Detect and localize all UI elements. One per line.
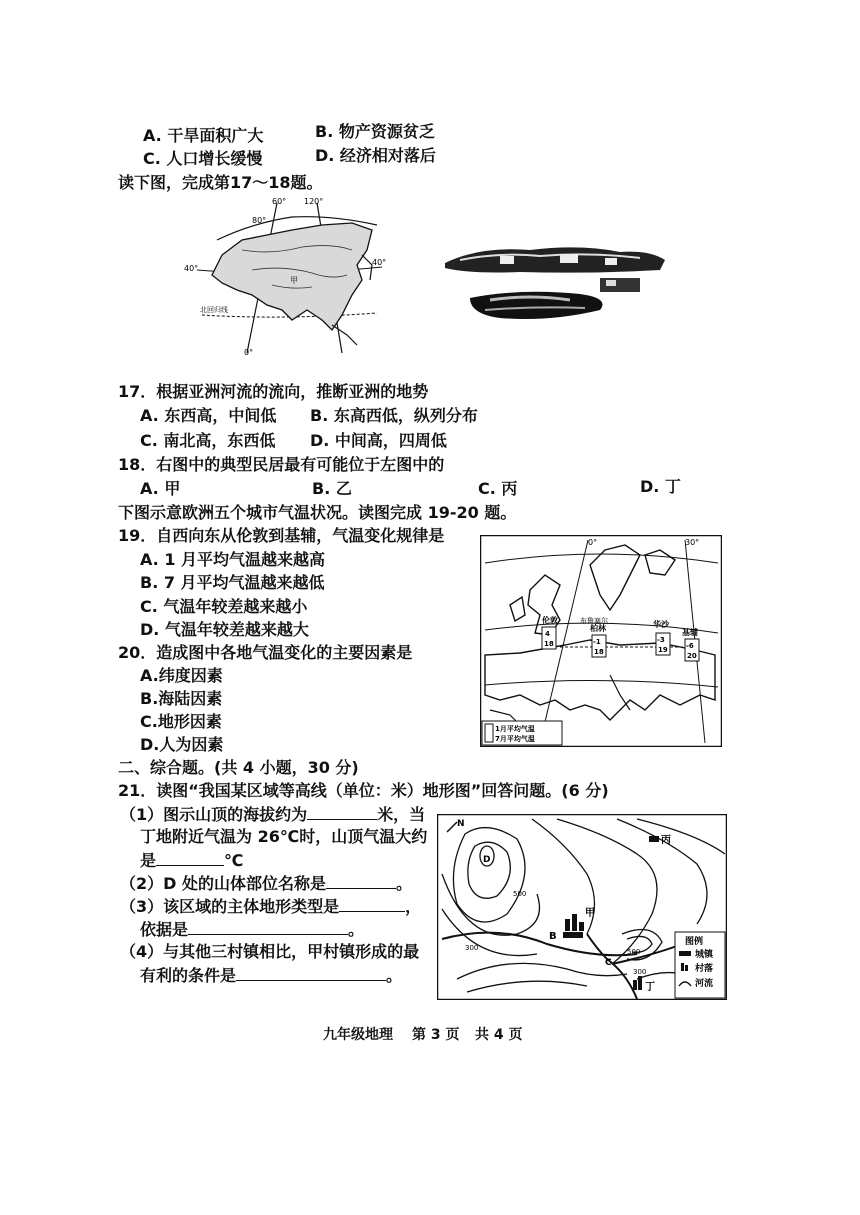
north-arrow-label: N	[457, 819, 465, 829]
legend-title: 图例	[685, 937, 704, 947]
asia-lat-40-right: 40°	[372, 258, 387, 267]
d-label: D	[483, 855, 491, 865]
legend-jul: 7月平均气温	[495, 735, 535, 743]
asia-lat-0: 0°	[244, 348, 254, 357]
q17-option-a: A. 东西高，中间低	[140, 406, 277, 425]
legend-town: 城镇	[695, 950, 714, 960]
q18-stem: 18．右图中的典型民居最有可能位于左图中的	[118, 455, 445, 474]
q20-stem: 20．造成图中各地气温变化的主要因素是	[118, 643, 413, 662]
asia-map	[182, 195, 392, 360]
q21-part-1: （1）图示山顶的海拔约为 米，当	[120, 805, 426, 824]
city-jan-temp: -6	[686, 642, 694, 650]
city-jul-temp: 19	[658, 646, 668, 654]
q20-option-d: D.人为因素	[140, 735, 224, 754]
jia-label: 甲	[585, 908, 595, 919]
city-name: 华沙	[653, 620, 669, 629]
europe-city-warsaw	[653, 619, 670, 655]
city-jan-temp: 4	[545, 630, 550, 638]
europe-legend	[482, 721, 562, 745]
city-jan-temp: -3	[657, 636, 665, 644]
q21-part-2: （2）D 处的山体部位名称是 。	[120, 874, 413, 893]
footer-subject: 九年级地理	[323, 1027, 393, 1043]
asia-lat-80: 80°	[252, 216, 267, 225]
section-2-heading: 二、综合题。(共 4 小题，30 分)	[118, 758, 359, 777]
asia-lon-60: 60°	[272, 197, 287, 206]
q18-option-a: A. 甲	[140, 479, 181, 498]
q16-option-a: A. 干旱面积广大	[143, 126, 264, 145]
intro-17-18: 读下图，完成第17～18题。	[118, 173, 323, 192]
asia-tropic-label: 北回归线	[200, 306, 228, 314]
q17-option-d: D. 中间高，四周低	[310, 431, 447, 450]
contour-label-500a: 500	[513, 890, 527, 898]
contour-label-500b: 500	[627, 948, 641, 956]
ding-label: 丁	[645, 982, 655, 993]
q19-option-d: D. 气温年较差越来越大	[140, 620, 309, 639]
city-jan-temp: -1	[593, 638, 601, 646]
answer-blank-landform[interactable]	[339, 895, 405, 912]
city-name: 基辅	[682, 628, 698, 637]
dwelling-photo	[440, 238, 670, 338]
intro-19-20: 下图示意欧洲五个城市气温状况。读图完成 19-20 题。	[118, 503, 517, 522]
answer-blank-basis[interactable]	[188, 918, 348, 935]
europe-lon-0: 0°	[588, 538, 598, 547]
city-name: 伦敦	[542, 616, 558, 625]
q18-option-d: D. 丁	[640, 477, 681, 496]
q19-option-a: A. 1 月平均气温越来越高	[140, 550, 326, 569]
answer-blank-summit-elevation[interactable]	[307, 803, 377, 820]
europe-temperature-map	[480, 535, 722, 747]
legend-village: 村落	[695, 964, 714, 974]
b-label: B	[549, 931, 557, 942]
contour-map	[437, 814, 727, 1000]
q21-part-1-cont: 丁地附近气温为 26℃时，山顶气温大约	[140, 827, 428, 846]
q20-option-c: C.地形因素	[140, 712, 222, 731]
city-jul-temp: 18	[544, 640, 554, 648]
c-label: C	[605, 958, 612, 968]
asia-lat-40-left: 40°	[184, 264, 199, 273]
europe-city-berlin	[590, 623, 607, 657]
q17-option-c: C. 南北高，东西低	[140, 431, 276, 450]
city-jul-temp: 18	[594, 648, 604, 656]
q20-option-b: B.海陆因素	[140, 689, 223, 708]
bing-label: 丙	[661, 835, 671, 846]
q16-option-d: D. 经济相对落后	[315, 146, 436, 165]
answer-blank-summit-temp[interactable]	[156, 849, 224, 866]
footer-page: 第 3 页	[412, 1027, 460, 1043]
asia-jia-label: 甲	[290, 276, 298, 285]
q21-part-4: （4）与其他三村镇相比，甲村镇形成的最	[120, 942, 420, 961]
europe-extra-city: 布鲁塞尔	[580, 617, 608, 625]
q18-option-c: C. 丙	[478, 479, 518, 498]
answer-blank-advantage[interactable]	[236, 964, 386, 981]
contour-label-300b: 300	[633, 968, 647, 976]
q19-stem: 19．自西向东从伦敦到基辅，气温变化规律是	[118, 526, 445, 545]
contour-label-300a: 300	[465, 944, 479, 952]
q16-option-b: B. 物产资源贫乏	[315, 122, 435, 141]
legend-river: 河流	[695, 979, 714, 989]
q21-part-1-end: 是 ℃	[140, 851, 244, 870]
q21-part-3: （3）该区域的主体地形类型是 ，	[120, 897, 422, 916]
q17-option-b: B. 东高西低，纵列分布	[310, 406, 478, 425]
europe-city-kyiv	[682, 627, 699, 661]
q21-part-3-basis: 依据是 。	[140, 920, 365, 939]
q21-part-4-cont: 有利的条件是 。	[140, 966, 403, 985]
europe-city-london	[542, 615, 558, 649]
q20-option-a: A.纬度因素	[140, 666, 223, 685]
q19-option-b: B. 7 月平均气温越来越低	[140, 573, 325, 592]
asia-lon-120: 120°	[304, 197, 324, 206]
q18-option-b: B. 乙	[312, 479, 352, 498]
city-jul-temp: 20	[687, 652, 697, 660]
contour-legend	[675, 932, 725, 998]
legend-jan: 1月平均气温	[495, 725, 535, 733]
q21-stem: 21．读图“我国某区域等高线（单位：米）地形图”回答问题。(6 分)	[118, 781, 609, 800]
europe-lon-30: 30°	[685, 538, 700, 547]
answer-blank-d-terrain[interactable]	[326, 872, 396, 889]
q17-stem: 17．根据亚洲河流的流向，推断亚洲的地势	[118, 382, 429, 401]
q16-option-c: C. 人口增长缓慢	[143, 149, 263, 168]
footer-total: 共 4 页	[475, 1027, 523, 1043]
city-name: 柏林	[590, 624, 606, 633]
q19-option-c: C. 气温年较差越来越小	[140, 597, 308, 616]
